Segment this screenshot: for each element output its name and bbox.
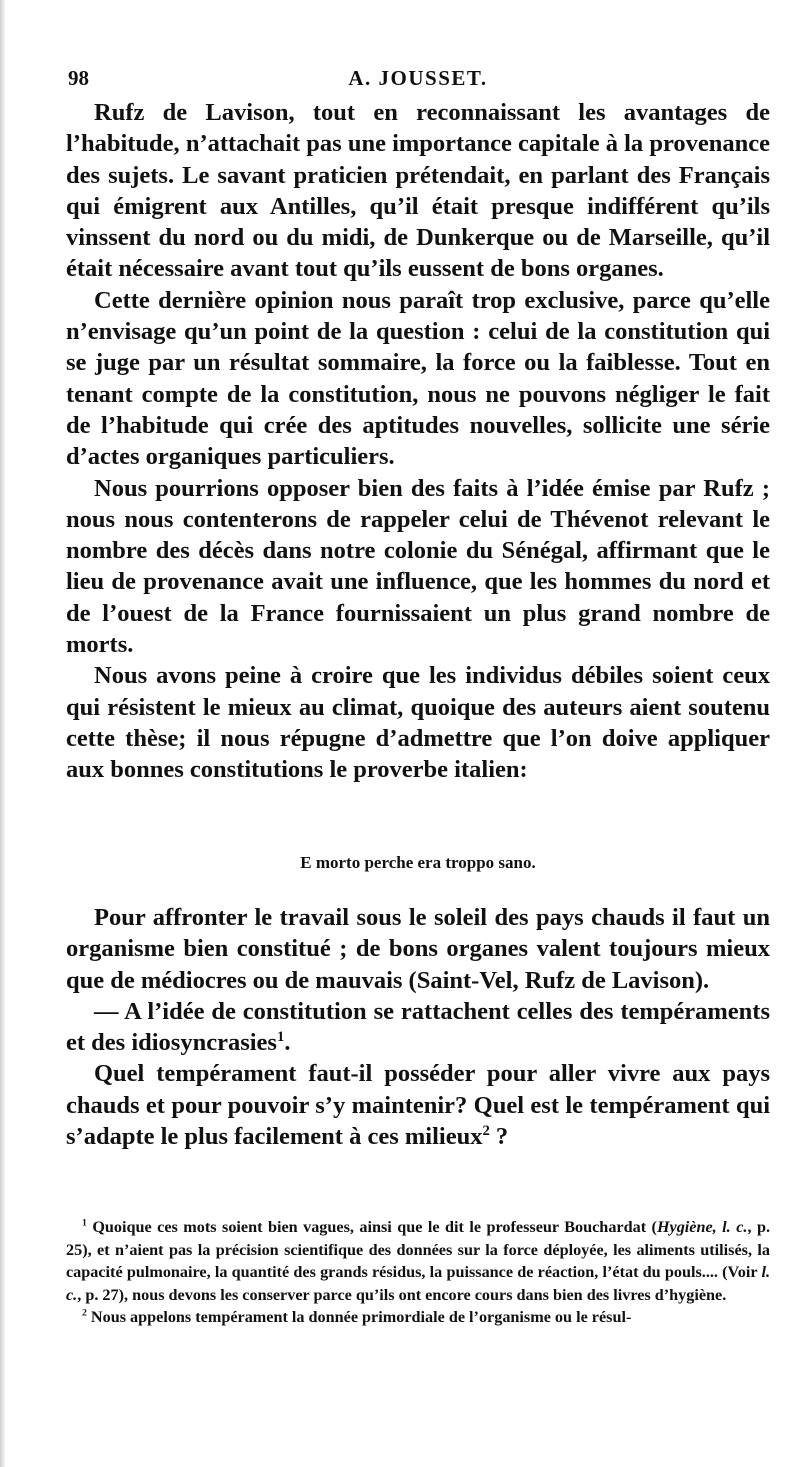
footnote-1-text-b: , p. 25), et n’aient pas la précision scientifique des données sur la force déployée, les aliments utilisés, la capacité pulmonaire, la quantité des grands résidus, la puissance de réaction, l’état du pouls.... (Voir [66,1218,770,1282]
footnote-2 [66,1306,770,1329]
paragraph-6-end: . [284,1029,291,1057]
italian-proverb-quote: E morto perche era troppo sano. [300,853,536,872]
footnote-1 [66,1216,770,1306]
footnote-2-mark: 2 [82,1307,87,1319]
paragraph-5: Pour affronter le travail sous le soleil des pays chauds il faut un organisme bien constitué ; de bons organes valent toujours mieux que de médiocres ou de mauvais (Saint-Vel, Rufz de Lavison). [66,904,770,994]
page-number: 98 [68,66,89,90]
paragraph-7 [66,1058,770,1152]
paragraph-7-text: Quel tempérament faut-il posséder pour aller vivre aux pays chauds et pour pouvoir s’y maintenir? Quel est le tempérament qui s’adapte le plus facilement à ces milieux [66,1060,770,1151]
footnote-1-text-a: Quoique ces mots soient bien vagues, ainsi que le dit le professeur Bouchardat ( [86,1218,657,1236]
main-text-upper [66,97,770,786]
footnote-1-mark: 1 [82,1217,87,1229]
footnote-1-citation-2: l. c. [66,1263,770,1304]
page-edge-shadow [0,0,6,1467]
footnotes [66,1216,770,1329]
paragraph-1: Rufz de Lavison, tout en reconnaissant les avantages de l’habitude, n’attachait pas une importance capitale à la provenance des sujets. Le savant praticien prétendait, en parlant des Français qui émigrent aux Antilles, qu’il était presque indifférent qu’ils vinssent du nord ou du midi, de Dunkerque ou de Marseille, qu’il était nécessaire avant tout qu’ils eussent de bons organes. [66,99,770,283]
footnote-2-text: Nous appelons tempérament la donnée primordiale de l’organisme ou le résul- [86,1308,632,1327]
paragraph-3: Nous pourrions opposer bien des faits à l’idée émise par Rufz ; nous nous contenterons de rappeler celui de Thévenot relevant le nombre des décès dans notre colonie du Sénégal, affirmant que le lieu de provenance avait une influence, que les hommes du nord et de l’ouest de la France fournissaient un plus grand nombre de morts. [66,474,770,659]
paragraph-6 [66,996,770,1059]
paragraph-4: Nous avons peine à croire que les individus débiles soient ceux qui résistent le mieux au climat, quoique des auteurs aient soutenu cette thèse; il nous répugne d’admettre que l’on doive appliquer aux bonnes constitutions le proverbe italien: [66,662,770,784]
paragraph-7-end: ? [489,1123,509,1151]
page-header [68,66,768,94]
main-text-lower [66,902,770,1152]
paragraph-6-text: — A l’idée de constitution se rattachent celles des tempéraments et des idiosyncrasies [66,997,770,1057]
paragraph-2: Cette dernière opinion nous paraît trop exclusive, parce qu’elle n’envisage qu’un point de la question : celui de la constitution qui se juge par un résultat sommaire, la force ou la faiblesse. Tout en tenant compte de la constitution, nous ne pouvons négliger le fait de l’habitude qui crée des aptitudes nouvelles, sollicite une série d’actes organiques particuliers. [66,286,770,471]
footnote-1-citation-1: Hygiène, l. c. [656,1218,748,1236]
running-head: A. JOUSSET. [348,66,488,90]
footnote-ref-1[interactable]: 1 [276,1029,285,1046]
footnote-1-text-c: , p. 27), nous devons les conserver parce qu’ils ont encore cours dans bien des livres d’hygiène. [77,1285,727,1304]
footnote-ref-2[interactable]: 2 [482,1122,490,1139]
